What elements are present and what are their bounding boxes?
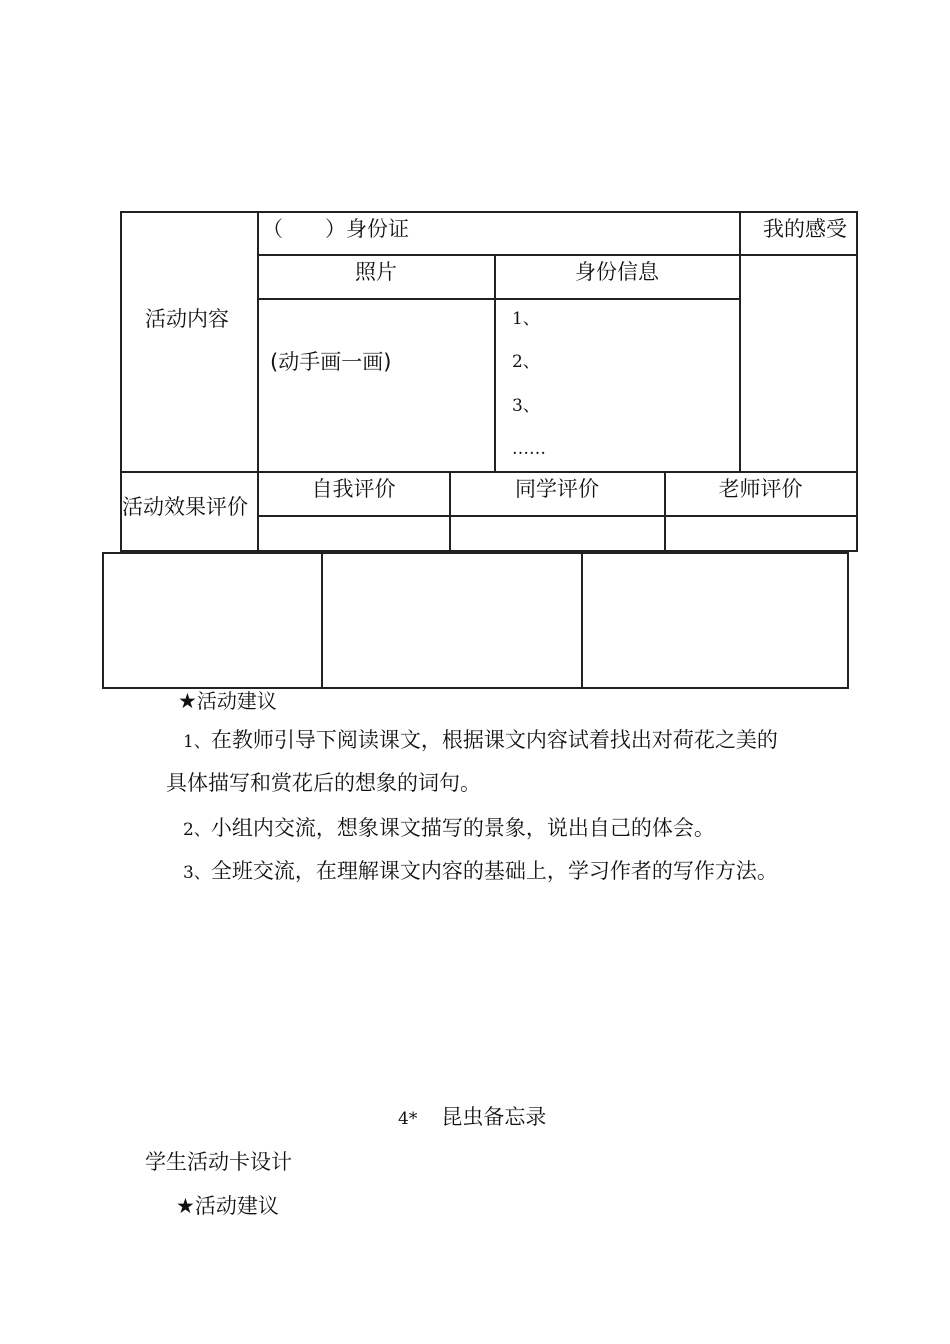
lesson-title [398,1104,546,1132]
info-item-1: 1、 [512,309,540,329]
lesson-suggestions-heading-label: 活动建议 [194,1194,279,1218]
info-item-3: 3、 [512,396,540,416]
row-header-content: 活动内容 [145,307,229,331]
eval-self-header: 自我评价 [311,477,396,501]
eval-peer-header: 同学评价 [515,477,599,501]
my-feeling-header: 我的感受 [763,217,847,241]
lesson-suggestions-heading [176,1193,279,1219]
suggestion-item-1-continued: 具体描写和赏花后的想象的词句。 [166,771,481,795]
star-icon: ★ [178,689,197,713]
photo-header: 照片 [355,260,397,284]
id-card-title: （ ）身份证 [262,217,409,241]
identity-info-header: 身份信息 [575,260,659,284]
info-item-2: 2、 [512,352,540,372]
lesson-number: 4* [398,1109,418,1129]
suggestions-heading [178,688,277,714]
suggestion-text: 在教师引导下阅读课文，根据课文内容试着找出对荷花之美的 [210,728,778,752]
suggestions-heading-label: 活动建议 [196,689,277,713]
suggestion-text: 小组内交流，想象课文描写的景象，说出自己的体会。 [210,816,715,840]
suggestion-item-1 [183,727,778,755]
suggestion-number: 2、 [183,820,211,840]
suggestion-number: 1、 [183,732,211,752]
suggestion-item-2 [183,815,715,843]
section-title: 学生活动卡设计 [145,1150,292,1174]
lesson-title-text: 昆虫备忘录 [441,1105,547,1129]
suggestion-text: 全班交流，在理解课文内容的基础上，学习作者的写作方法。 [210,859,778,883]
info-item-ellipsis: …… [512,439,546,459]
eval-teacher-header: 老师评价 [718,477,803,501]
suggestion-item-3 [183,858,778,886]
row-header-eval: 活动效果评价 [122,495,248,519]
suggestion-number: 3、 [183,863,211,883]
photo-hint: (动手画一画) [270,350,392,374]
star-icon: ★ [176,1194,195,1218]
